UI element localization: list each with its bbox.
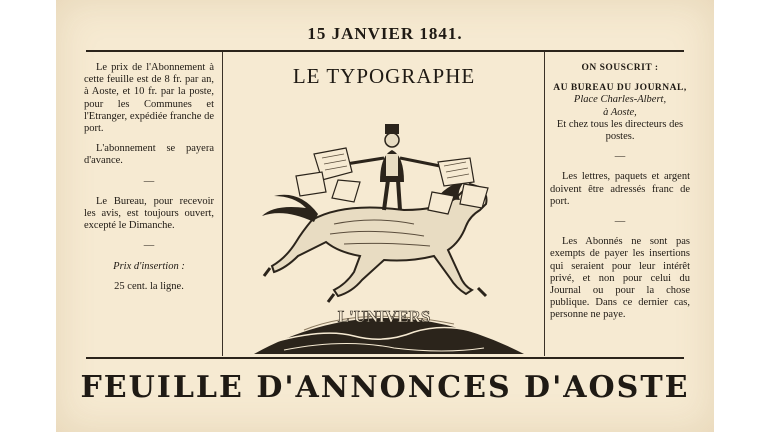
- insertion-price-value: 25 cent. la ligne.: [114, 280, 184, 292]
- city-line: à Aoste,: [603, 106, 637, 118]
- masthead-title: LE TYPOGRAPHE: [292, 64, 476, 88]
- globe-label: L'UNIVERS: [337, 307, 431, 326]
- postage-text: Les lettres, paquets et argent doivent être adressés franc de port.: [550, 171, 690, 207]
- separator-dash: —: [143, 175, 155, 187]
- masthead: [224, 52, 544, 357]
- office-hours-text: Le Bureau, pour recevoir les avis, est toujours ouvert, excepté le Dimanche.: [84, 195, 214, 232]
- rider-standing-on-galloping-horse-over-globe-icon: [234, 92, 534, 354]
- advance-payment-text: L'abonnement se payera d'avance.: [84, 143, 214, 167]
- subscription-info-column: [84, 62, 214, 301]
- insertion-terms-text: Les Abonnés ne sont pas exempts de payer les insertions qui seraient pour leur intérêt privé, et non pour celui du Journal ou pour la chose publique. Dans ce dernier cas, personne ne paye.: [550, 236, 690, 321]
- newspaper-page: [56, 0, 714, 432]
- left-divider: [222, 52, 223, 356]
- postmasters-line: Et chez tous les directeurs des postes.: [556, 118, 684, 143]
- issue-date: 15 JANVIER 1841.: [307, 24, 463, 43]
- right-divider: [544, 52, 545, 356]
- newspaper-title: FEUILLE D'ANNONCES D'AOSTE: [80, 370, 690, 405]
- bottom-rule: [86, 357, 684, 359]
- office-line: AU BUREAU DU JOURNAL,: [553, 83, 687, 94]
- separator-dash: —: [143, 240, 155, 252]
- separator-dash: —: [614, 216, 626, 228]
- place-line: Place Charles-Albert,: [573, 94, 667, 106]
- subscription-price-text: Le prix de l'Abonnement à cette feuille est de 8 fr. par an, à Aoste, et 10 fr. par la poste, pour les Communes et l'Etranger, expédiée franche de port.: [84, 62, 214, 135]
- subscription-locations-column: [550, 62, 690, 330]
- insertion-price-label: Prix d'insertion :: [113, 260, 185, 272]
- separator-dash: —: [614, 151, 626, 163]
- subscribe-heading: ON SOUSCRIT :: [581, 63, 659, 73]
